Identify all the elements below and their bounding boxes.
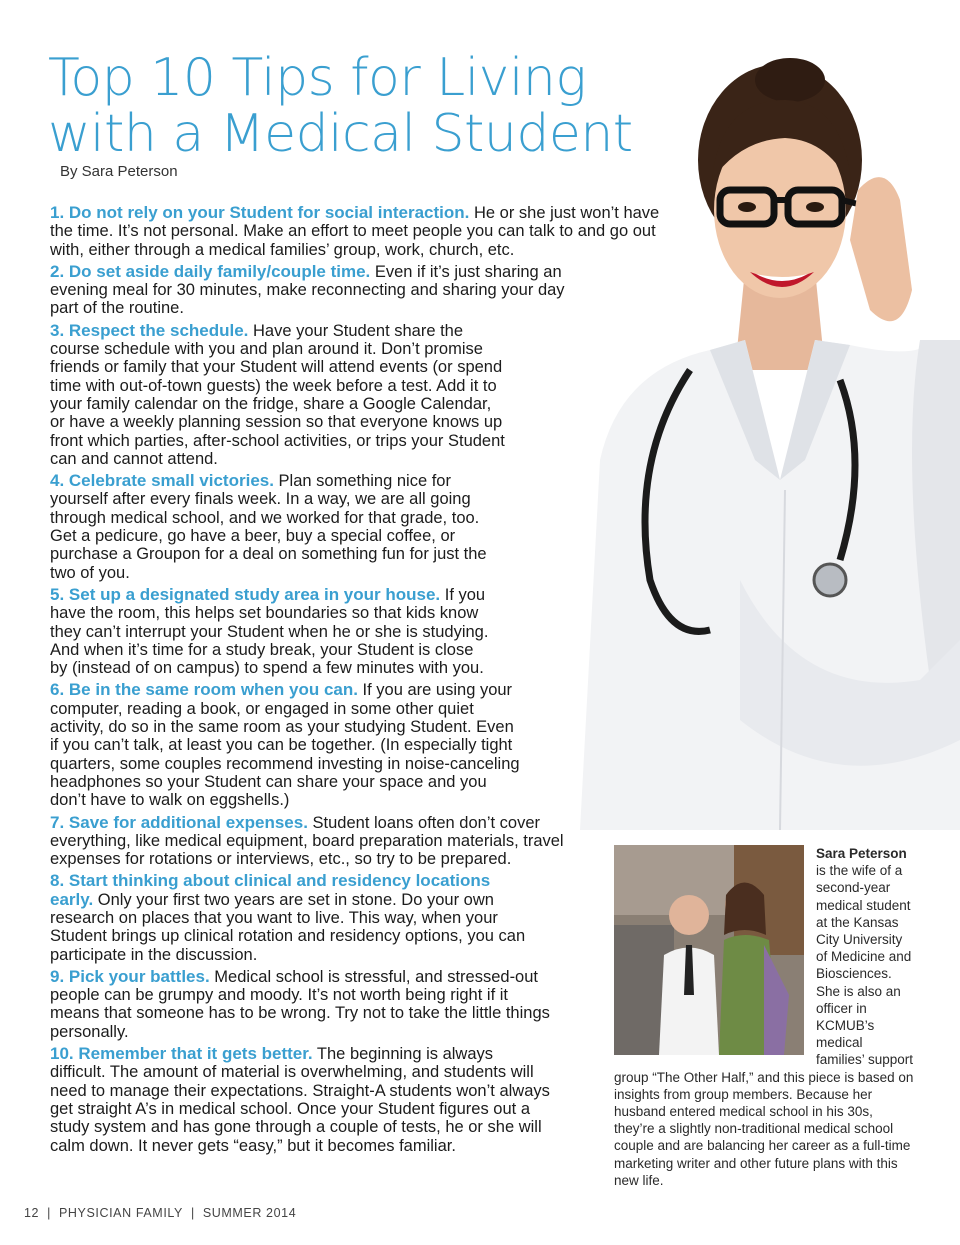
author-bio xyxy=(614,845,914,1189)
tip-body: Medical school is stressful, and stressed-out people can be grumpy and moody. It’s not worth being right if it means that someone has to be wrong. Try not to take the little things personally. xyxy=(50,967,550,1041)
tip-body: The beginning is always difficult. The amount of material is overwhelming, and students will need to manage their expectations. Straight-A students won’t always get straight A’s in medical school. Once your Student figures out a study system and has gone through a couple of tests, he or she will calm down. It never gets “easy,” but it becomes familiar. xyxy=(50,1045,550,1155)
footer-separator: | xyxy=(47,1206,51,1220)
tip-item xyxy=(50,586,490,677)
tips-list xyxy=(50,204,670,1159)
tip-heading: 5. Set up a designated study area in your house. xyxy=(50,584,441,604)
tip-heading: 1. Do not rely on your Student for social interaction. xyxy=(50,203,470,222)
tip-body: If you have the room, this helps set boundaries so that kids know they can’t interrupt your Student when he or she is studying. And when it’s time for a study break, your Student is close by (instead of on campus) to spend a few minutes with you. xyxy=(50,585,489,678)
tip-item xyxy=(50,814,600,869)
tip-heading: 9. Pick your battles. xyxy=(50,966,210,986)
bio-photo-spacer xyxy=(614,845,816,1057)
byline: By Sara Peterson xyxy=(60,163,178,180)
tip-item xyxy=(50,968,550,1041)
title-line-1: Top 10 Tips for Living xyxy=(48,48,587,108)
bio-text: is the wife of a second-year medical student at the Kansas City University of Medicine and Biosciences. She is also an officer in KCMUB’s medical families’ support group “The Other Half,” and this piece is based on insights from group members. Because her husband entered medical school in his 30s, they’re a slightly non-traditional medical school couple and are balancing her career as a full-time marketing writer and other future plans with this new life. xyxy=(614,863,914,1188)
tip-body: Only your first two years are set in stone. Do your own research on places that you want to live. This way, when your Student brings up clinical rotation and residency options, you can participate in the discussion. xyxy=(50,890,526,964)
tip-body: Student loans often don’t cover everything, like medical equipment, board preparation materials, travel expenses for rotations or interviews, etc., so try to be prepared. xyxy=(50,813,564,869)
page-number: 12 xyxy=(24,1206,40,1220)
tip-heading: 7. Save for additional expenses. xyxy=(50,812,308,832)
tip-item xyxy=(50,681,520,809)
tip-item xyxy=(50,872,530,963)
article-title xyxy=(48,50,648,162)
bio-author-name: Sara Peterson xyxy=(816,846,907,861)
tip-heading: 3. Respect the schedule. xyxy=(50,320,249,340)
issue-date: SUMMER 2014 xyxy=(202,1206,297,1220)
tip-item xyxy=(50,263,595,318)
tip-heading: 6. Be in the same room when you can. xyxy=(50,680,358,700)
tip-body: Have your Student share the course schedule with you and plan around it. Don’t promise friends or family that your Student will attend events (or spend time with out-of-town guests) the week before a test. Add it to your family calendar on the fridge, share a Google Calendar, or have a weekly planning session so that everyone knows up front which parties, after-school activities, or trips your Student can and cannot attend. xyxy=(50,321,505,468)
tip-body: Plan something nice for yourself after every finals week. In a way, we are all going through medical school, and we worked for that grade, too. Get a pedicure, go have a beer, buy a special coffee, or purchase a Groupon for a deal on something fun for just the two of you. xyxy=(50,472,487,582)
tip-item xyxy=(50,472,490,582)
tip-body: If you are using your computer, reading a book, or engaged in some other quiet activity, do so in the same room as your studying Student. Even if you can’t talk, at least you can be together. (In especially tight quarters, some couples recommend investing in noise-canceling headphones so your Student can share your space and you don’t have to walk on eggshells.) xyxy=(50,681,520,810)
tip-item xyxy=(50,322,510,468)
tip-body: Even if it’s just sharing an evening meal for 30 minutes, make reconnecting and sharing your day part of the routine. xyxy=(50,262,565,318)
title-line-2: with a Medical Student xyxy=(48,104,633,164)
publication-name: PHYSICIAN FAMILY xyxy=(58,1206,183,1220)
tip-heading: 4. Celebrate small victories. xyxy=(50,471,274,491)
tip-heading: 2. Do set aside daily family/couple time. xyxy=(50,261,371,281)
tip-item xyxy=(50,1045,550,1155)
tip-body: He or she just won’t have the time. It’s not personal. Make an effort to meet people you can talk to and go out with, either through a medical families’ group, work, church, etc. xyxy=(50,204,660,259)
page-footer xyxy=(24,1206,296,1220)
tip-item xyxy=(50,204,660,259)
tip-heading: 8. Start thinking about clinical and residency locations early. xyxy=(50,871,491,909)
footer-separator: | xyxy=(190,1206,195,1220)
tip-heading: 10. Remember that it gets better. xyxy=(50,1044,313,1064)
